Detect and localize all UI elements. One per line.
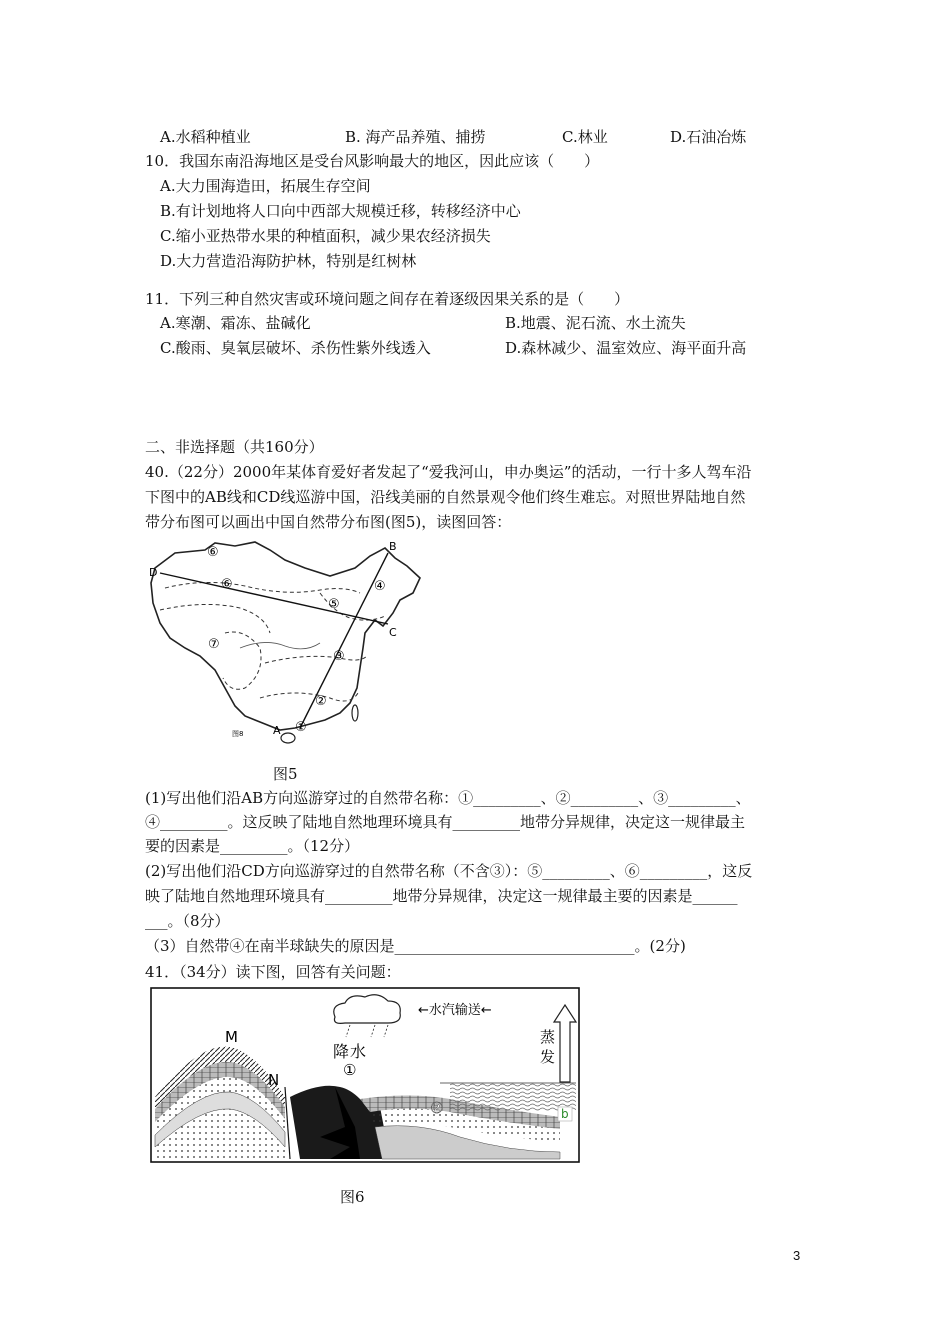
evaporation-label-1: 蒸 — [540, 1028, 556, 1046]
q10-option-b: B.有计划地将人口向中西部大规模迁移，转移经济中心 — [160, 202, 521, 220]
q40-part1-line-1: (1)写出他们沿AB方向巡游穿过的自然带名称：①_________、②_________、③_________、 — [145, 789, 751, 807]
figure-5-caption: 图5 — [273, 765, 298, 783]
circle-2-label: ② — [430, 1099, 444, 1117]
label-m: M — [225, 1028, 238, 1046]
zone-label-6a: ⑥ — [207, 545, 219, 560]
q9-options-row — [160, 127, 746, 147]
hainan-island — [281, 733, 295, 743]
label-c: C — [389, 626, 397, 639]
q41-stem: 41．（34分）读下图，回答有关问题： — [145, 963, 401, 981]
q10-option-a: A.大力围海造田，拓展生存空间 — [160, 177, 371, 195]
evaporation-label-2: 发 — [540, 1048, 556, 1066]
q11-option-b: B.地震、泥石流、水土流失 — [505, 314, 686, 332]
zone-boundary-central — [265, 656, 367, 663]
q9-option-a: A.水稻种植业 — [160, 128, 251, 146]
q40-stem-line-2: 下图中的AB线和CD线巡游中国，沿线美丽的自然景观令他们终生难忘。对照世界陆地自然 — [145, 488, 746, 506]
zone-boundary-north — [165, 582, 360, 593]
china-natural-zones-map — [145, 538, 425, 748]
q40-part1-line-3: 要的因素是_________。（12分） — [145, 837, 360, 855]
q11-stem: 11．下列三种自然灾害或环境问题之间存在着逐级因果关系的是（ ） — [145, 290, 630, 308]
section-2-title: 二、非选择题（共160分） — [145, 438, 324, 456]
rain-label-1: 降 — [333, 1042, 350, 1061]
q11-option-a: A.寒潮、霜冻、盐碱化 — [160, 314, 311, 332]
zone-label-5: ⑤ — [328, 597, 340, 612]
geology-water-cycle-diagram — [150, 987, 580, 1163]
rain-label-2: 水 — [350, 1042, 367, 1061]
q40-stem-line-3: 带分布图可以画出中国自然带分布图(图5)，读图回答： — [145, 513, 512, 531]
figure-6-caption: 图6 — [340, 1188, 365, 1206]
q40-part3-line-1: （3）自然带④在南半球缺失的原因是________________________________。(2分) — [145, 937, 686, 955]
q10-stem: 10．我国东南沿海地区是受台风影响最大的地区，因此应该（ ） — [145, 152, 600, 170]
circle-1-label: ① — [343, 1061, 357, 1079]
q10-option-c: C.缩小亚热带水果的种植面积，减少果农经济损失 — [160, 227, 491, 245]
page-number: 3 — [793, 1248, 801, 1263]
zone-boundary-west — [160, 604, 270, 633]
zone-label-1: ① — [295, 720, 307, 735]
zone-boundary-south — [260, 693, 358, 701]
q11-option-c: C.酸雨、臭氧层破坏、杀伤性紫外线透入 — [160, 339, 431, 357]
q10-option-d: D.大力营造沿海防护林，特别是红树林 — [160, 252, 417, 270]
q40-part2-line-1: (2)写出他们沿CD方向巡游穿过的自然带名称（不含③）：⑤_________、⑥_________，这反 — [145, 862, 753, 880]
q11-option-d: D.森林减少、温室效应、海平面升高 — [505, 339, 747, 357]
zone-label-6b: ⑥ — [221, 577, 233, 592]
vapor-transport-label: ←水汽输送← — [418, 1003, 492, 1018]
label-n: N — [268, 1071, 280, 1089]
label-a: A — [273, 724, 281, 737]
taiwan-island — [352, 705, 358, 721]
river-line — [240, 642, 320, 648]
cd-route-line — [160, 573, 388, 624]
label-d: D — [149, 566, 158, 579]
label-b: B — [389, 540, 397, 553]
q40-part2-line-3: ___。（8分） — [145, 912, 230, 930]
zone-label-2: ② — [315, 694, 327, 709]
zone-label-3: ③ — [333, 649, 345, 664]
label-b: b — [561, 1107, 569, 1121]
q40-part1-line-2: ④_________。这反映了陆地自然地理环境具有_________地带分异规律，决定这一规律最主 — [145, 813, 746, 831]
q9-option-b: B. 海产品养殖、捕捞 — [345, 128, 486, 146]
inset-label: 图8 — [232, 730, 244, 738]
q40-part2-line-2: 映了陆地自然地理环境具有_________地带分异规律，决定这一规律最主要的因素是______ — [145, 887, 738, 905]
sea-water — [450, 1083, 576, 1111]
zone-label-7: ⑦ — [208, 637, 220, 652]
q9-option-d: D.石油冶炼 — [670, 128, 747, 146]
q9-option-c: C.林业 — [562, 128, 608, 146]
q40-stem-line-1: 40.（22分）2000年某体育爱好者发起了“爱我河山，申办奥运”的活动，一行十多人驾车沿 — [145, 463, 752, 481]
zone-label-4: ④ — [374, 579, 386, 594]
zone-boundary-plateau — [223, 632, 261, 689]
